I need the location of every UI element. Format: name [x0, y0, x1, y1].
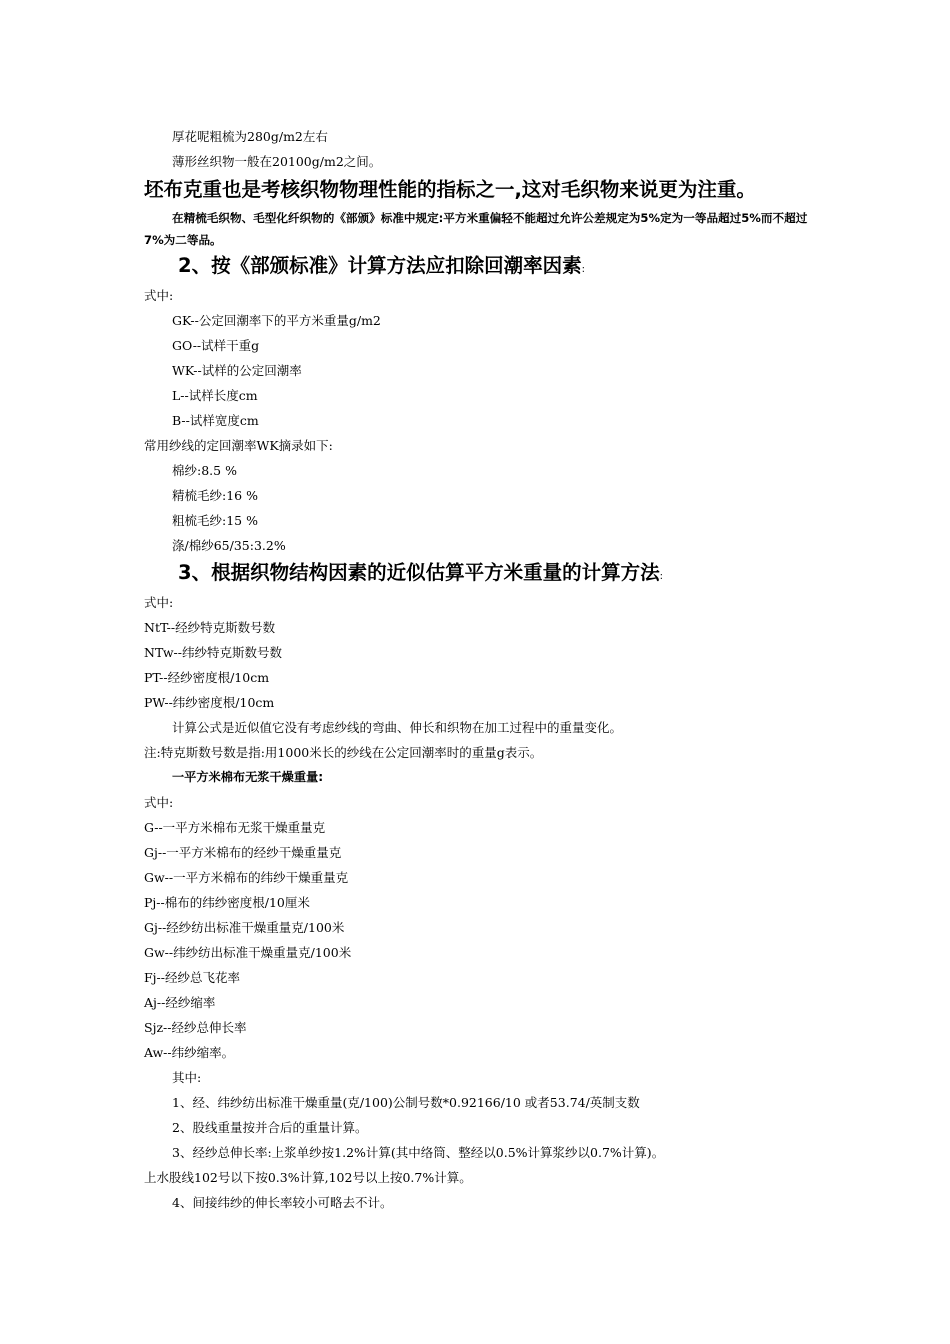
- where-item: 2、股线重量按并合后的重量计算。: [172, 1120, 368, 1135]
- where-item: 1、经、纬纱纺出标准干燥重量(克/100)公制号数*0.92166/10 或者53.74/英制支数: [172, 1095, 640, 1110]
- definition-line: Sjz--经纱总伸长率: [144, 1020, 247, 1035]
- definition-line: Gj--经纱纺出标准干燥重量克/100米: [144, 920, 345, 935]
- definition-line: Gw--纬纱纺出标准干燥重量克/100米: [144, 945, 352, 960]
- definition-line: PW--纬纱密度根/10cm: [144, 695, 275, 710]
- definition-line: Fj--经纱总飞花率: [144, 970, 240, 985]
- definition-line: PT--经纱密度根/10cm: [144, 670, 270, 685]
- definition-line: GO--试样干重g: [172, 338, 260, 353]
- section-heading-colon: :: [581, 264, 585, 275]
- tex-note: 注:特克斯数号数是指:用1000米长的纱线在公定回潮率时的重量g表示。: [144, 745, 543, 760]
- section-heading-text: 2、按《部颁标准》计算方法应扣除回潮率因素: [178, 254, 582, 277]
- section-heading-2: [144, 251, 810, 283]
- cotton-heading: 一平方米棉布无浆干燥重量:: [172, 770, 324, 784]
- formula-label: 式中:: [144, 795, 174, 810]
- regain-item: 棉纱:8.5 %: [172, 463, 237, 478]
- definition-line: L--试样长度cm: [172, 388, 258, 403]
- definition-line: NtT--经纱特克斯数号数: [144, 620, 276, 635]
- definition-line: Gw--一平方米棉布的纬纱干燥重量克: [144, 870, 349, 885]
- definition-line: B--试样宽度cm: [172, 413, 259, 428]
- formula-note: 计算公式是近似值它没有考虑纱线的弯曲、伸长和织物在加工过程中的重量变化。: [172, 720, 623, 735]
- regain-intro: 常用纱线的定回潮率WK摘录如下:: [144, 438, 333, 453]
- definition-line: Aw--纬纱缩率。: [144, 1045, 235, 1060]
- definition-line: GK--公定回潮率下的平方米重量g/m2: [172, 313, 381, 328]
- regain-item: 涤/棉纱65/35:3.2%: [172, 538, 286, 553]
- where-item-continuation: 上水股线102号以下按0.3%计算,102号以上按0.7%计算。: [144, 1170, 472, 1185]
- text-line: 厚花呢粗梳为280g/m2左右: [172, 129, 328, 144]
- definition-line: Gj--一平方米棉布的经纱干燥重量克: [144, 845, 342, 860]
- formula-label: 式中:: [144, 288, 174, 303]
- standard-paragraph: 在精梳毛织物、毛型化纤织物的《部颁》标准中规定:平方米重偏轻不能超过允许公差规定为5%定为一等品超过5%而不超过7%为二等品。: [144, 211, 808, 247]
- section-heading-3: [144, 558, 810, 590]
- section-heading-colon: :: [659, 571, 663, 582]
- regain-item: 精梳毛纱:16 %: [172, 488, 258, 503]
- definition-line: G--一平方米棉布无浆干燥重量克: [144, 820, 326, 835]
- document-body: [144, 124, 810, 1215]
- where-item: 3、经纱总伸长率:上浆单纱按1.2%计算(其中络筒、整经以0.5%计算浆纱以0.7%计算)。: [172, 1145, 665, 1160]
- where-label: 其中:: [172, 1070, 202, 1085]
- emphasis-paragraph: 坯布克重也是考核织物物理性能的指标之一,这对毛织物来说更为注重。: [144, 178, 756, 201]
- definition-line: NTw--纬纱特克斯数号数: [144, 645, 282, 660]
- definition-line: WK--试样的公定回潮率: [172, 363, 302, 378]
- section-heading-text: 3、根据织物结构因素的近似估算平方米重量的计算方法: [178, 561, 660, 584]
- formula-label: 式中:: [144, 595, 174, 610]
- where-item: 4、间接纬纱的伸长率较小可略去不计。: [172, 1195, 393, 1210]
- regain-item: 粗梳毛纱:15 %: [172, 513, 258, 528]
- text-line: 薄形丝织物一般在20100g/m2之间。: [172, 154, 382, 169]
- definition-line: Aj--经纱缩率: [144, 995, 216, 1010]
- definition-line: Pj--棉布的纬纱密度根/10厘米: [144, 895, 310, 910]
